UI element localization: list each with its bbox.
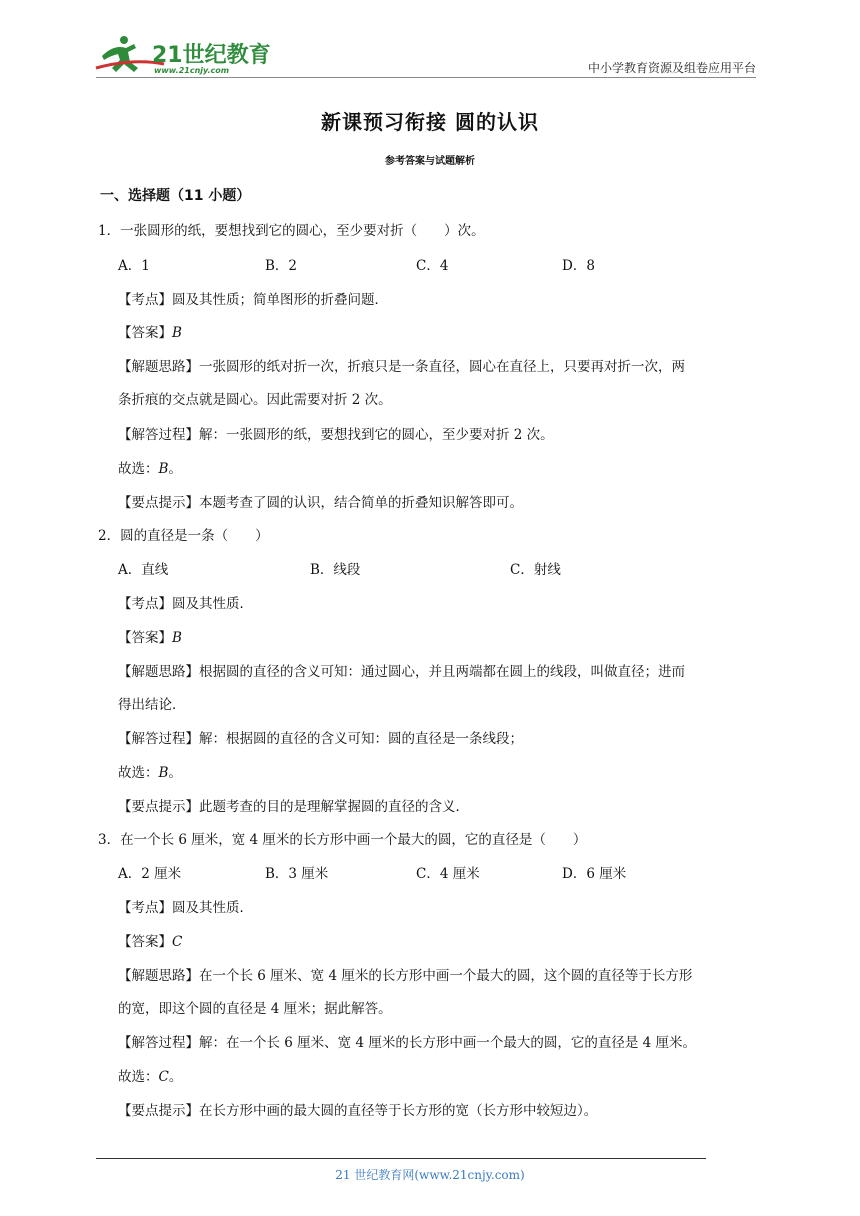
q1-answer-value: B: [172, 325, 182, 341]
q1-guocheng: 【解答过程】解：一张圆形的纸，要想找到它的圆心，至少要对折 2 次。: [118, 427, 554, 443]
q2-choice-label: 故选：: [118, 765, 159, 781]
q1-option-d: D．8: [562, 258, 595, 274]
q1-option-a: A．1: [118, 258, 150, 274]
q1-choice-value: B: [158, 461, 169, 477]
q3-option-b: B．3 厘米: [265, 866, 329, 882]
q3-choice: 故选：C。: [118, 1069, 183, 1085]
header-divider: [96, 77, 756, 78]
logo-runner-icon: [94, 34, 274, 76]
q2-choice-value: B: [158, 765, 169, 781]
q1-tishi: 【要点提示】本题考查了圆的认识，结合简单的折叠知识解答即可。: [118, 495, 523, 511]
q2-option-c: C．射线: [510, 562, 561, 578]
q1-kaodian: 【考点】圆及其性质；简单图形的折叠问题．: [118, 292, 388, 308]
q2-option-b: B．线段: [310, 562, 361, 578]
q1-choice: 故选：B。: [118, 461, 182, 477]
q2-answer-label: 【答案】: [118, 630, 172, 646]
page-header: [0, 0, 860, 80]
footer-link[interactable]: 21 世纪教育网(www.21cnjy.com): [335, 1168, 525, 1182]
q2-answer-value: B: [172, 630, 182, 646]
q3-choice-label: 故选：: [118, 1069, 159, 1085]
q1-silu-line1: 【解题思路】一张圆形的纸对折一次，折痕只是一条直径，圆心在直径上，只要再对折一次，两: [118, 359, 685, 375]
logo-text: 21世纪教育: [152, 43, 271, 68]
logo-url: www.21cnjy.com: [154, 66, 230, 75]
q3-guocheng: 【解答过程】解：在一个长 6 厘米、宽 4 厘米的长方形中画一个最大的圆，它的直径是 4 厘米。: [118, 1035, 697, 1051]
question-1-stem: 1．一张圆形的纸，要想找到它的圆心，至少要对折（ ）次。: [98, 223, 485, 239]
q2-guocheng: 【解答过程】解：根据圆的直径的含义可知：圆的直径是一条线段；: [118, 731, 523, 747]
page-title: 新课预习衔接 圆的认识: [321, 110, 539, 134]
q2-silu-line1: 【解题思路】根据圆的直径的含义可知：通过圆心，并且两端都在圆上的线段，叫做直径；进而: [118, 664, 685, 680]
q2-tishi: 【要点提示】此题考查的目的是理解掌握圆的直径的含义．: [118, 799, 469, 815]
q3-option-c: C．4 厘米: [416, 866, 480, 882]
question-2-stem: 2．圆的直径是一条（ ）: [98, 528, 269, 544]
q1-answer: [118, 321, 788, 341]
q3-kaodian: 【考点】圆及其性质．: [118, 900, 253, 916]
q3-option-d: D．6 厘米: [562, 866, 627, 882]
section-heading: 一、选择题（11 小题）: [100, 188, 251, 204]
q2-answer: [118, 626, 788, 646]
q2-silu-line2: 得出结论．: [118, 697, 186, 713]
footer-divider: [96, 1158, 706, 1159]
q1-choice-label: 故选：: [118, 461, 159, 477]
q3-silu-line1: 【解题思路】在一个长 6 厘米、宽 4 厘米的长方形中画一个最大的圆，这个圆的直径等于长方形: [118, 968, 693, 984]
q3-answer-label: 【答案】: [118, 934, 172, 950]
q3-choice-value: C: [158, 1069, 169, 1085]
q1-answer-label: 【答案】: [118, 325, 172, 341]
q3-tishi: 【要点提示】在长方形中画的最大圆的直径等于长方形的宽（长方形中较短边）。: [118, 1103, 598, 1119]
q1-silu-line2: 条折痕的交点就是圆心。因此需要对折 2 次。: [118, 392, 392, 408]
logo: [94, 34, 274, 76]
q2-kaodian: 【考点】圆及其性质．: [118, 596, 253, 612]
question-3-stem: 3．在一个长 6 厘米，宽 4 厘米的长方形中画一个最大的圆，它的直径是（ ）: [98, 832, 587, 848]
q1-option-c: C．4: [416, 258, 449, 274]
q2-choice: 故选：B。: [118, 765, 182, 781]
q3-option-a: A．2 厘米: [118, 866, 182, 882]
q3-answer-value: C: [172, 934, 183, 950]
q3-answer: [118, 930, 788, 950]
q3-silu-line2: 的宽，即这个圆的直径是 4 厘米；据此解答。: [118, 1001, 392, 1017]
platform-name: 中小学教育资源及组卷应用平台: [587, 61, 756, 75]
page-subtitle: 参考答案与试题解析: [385, 156, 475, 167]
q2-option-a: A．直线: [118, 562, 169, 578]
q1-option-b: B．2: [265, 258, 298, 274]
